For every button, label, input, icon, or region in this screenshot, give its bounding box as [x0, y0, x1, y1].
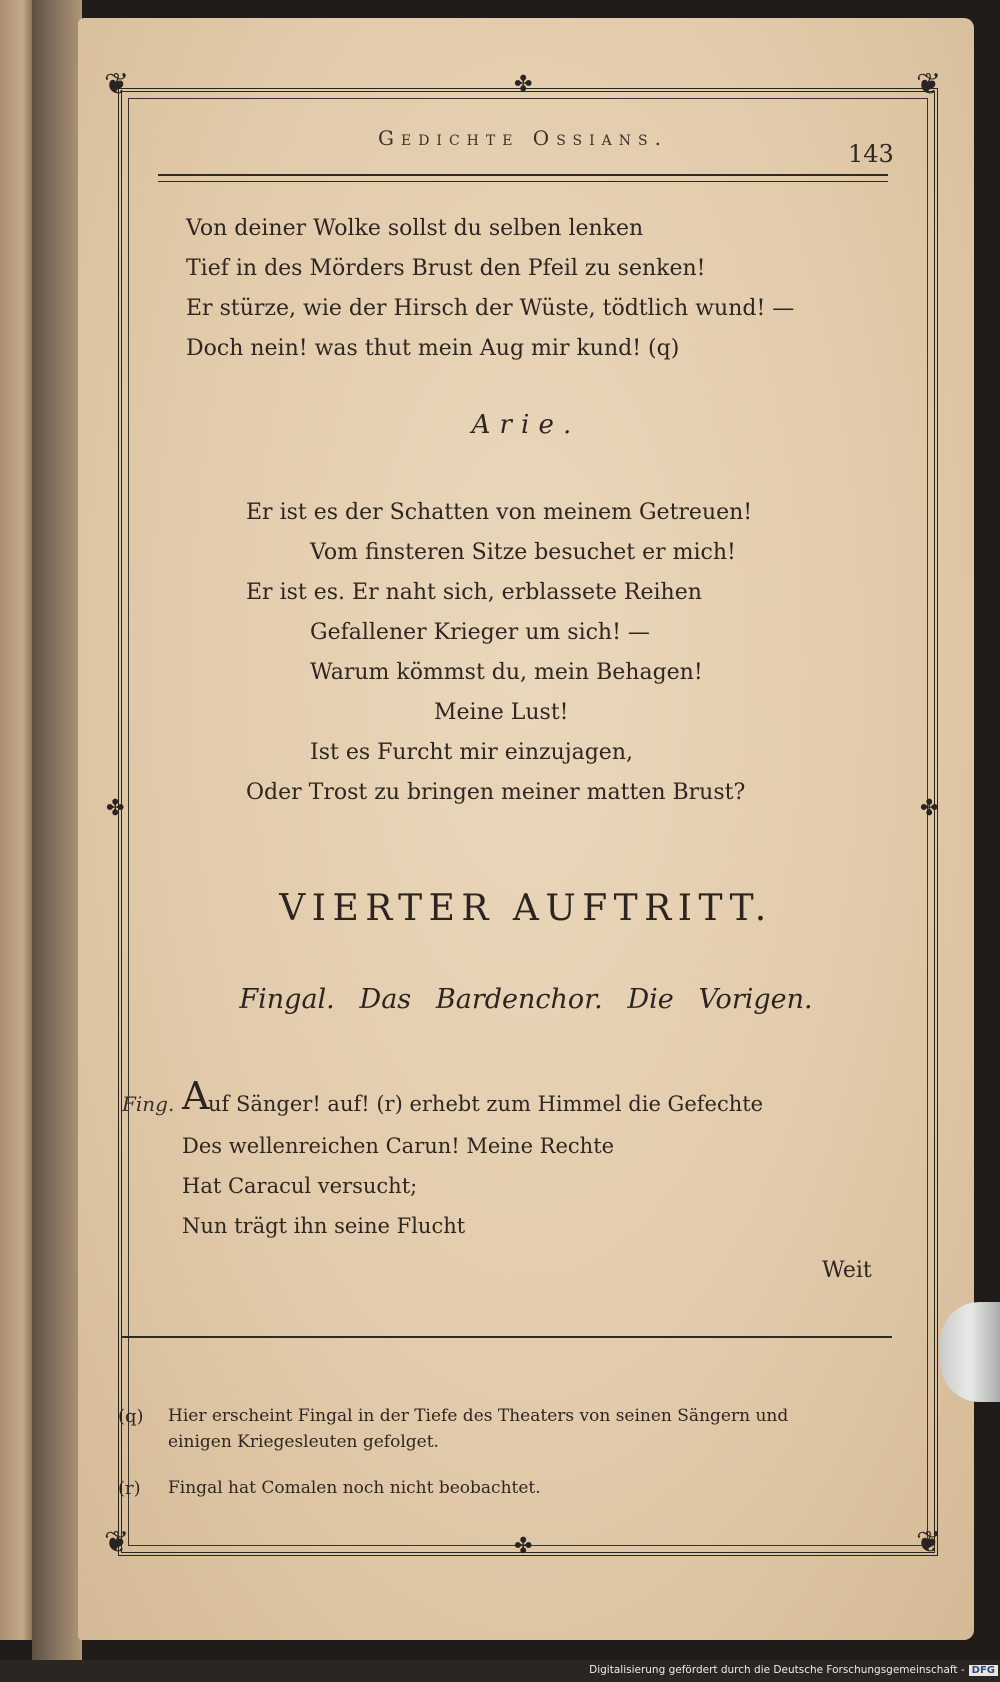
- corner-ornament-bottom-right: ❦: [916, 1525, 942, 1560]
- dialogue-line: Hat Caracul versucht;: [182, 1174, 418, 1198]
- footnote-text: Fingal hat Comalen noch nicht beobachtet.: [168, 1478, 541, 1498]
- footnote-text: einigen Kriegesleuten gefolget.: [168, 1432, 439, 1452]
- scene-characters: Fingal. Das Bardenchor. Die Vorigen.: [239, 984, 813, 1015]
- dialogue-line: Des wellenreichen Carun! Meine Rechte: [182, 1134, 615, 1158]
- verse-line: Er stürze, wie der Hirsch der Wüste, tödtlich wund! —: [186, 296, 795, 321]
- corner-ornament-top-right: ❦: [916, 67, 942, 102]
- dialogue-line: Nun trägt ihn seine Flucht: [182, 1214, 466, 1238]
- footnote-text: Hier erscheint Fingal in der Tiefe des Theaters von seinen Sängern und: [168, 1406, 789, 1426]
- corner-ornament-top-left: ❦: [104, 67, 130, 102]
- top-center-ornament: ✤: [514, 72, 533, 97]
- left-middle-ornament: ✤: [106, 796, 125, 821]
- book-gutter: [32, 0, 82, 1660]
- verse-line: Von deiner Wolke sollst du selben lenken: [186, 216, 644, 241]
- page-clip-tab: [940, 1302, 1000, 1402]
- verse-line: Doch nein! was thut mein Aug mir kund! (q): [186, 336, 680, 361]
- facing-page-edge: [0, 0, 32, 1640]
- right-middle-ornament: ✤: [920, 796, 939, 821]
- drop-cap: A: [182, 1074, 210, 1118]
- scene-title: VIERTER AUFTRITT.: [279, 888, 773, 929]
- dfg-logo: DFG: [969, 1665, 998, 1676]
- arie-line: Er ist es. Er naht sich, erblassete Reihen: [246, 580, 702, 605]
- digitization-credit: [560, 1664, 998, 1676]
- arie-line: Er ist es der Schatten von meinem Getreuen!: [246, 500, 753, 525]
- book-page: [78, 18, 974, 1640]
- header-rule: [158, 174, 888, 182]
- arie-line: Gefallener Krieger um sich! —: [310, 620, 650, 645]
- footnote-rule: [122, 1336, 892, 1338]
- footnote-mark: (q): [118, 1406, 144, 1427]
- arie-line: Ist es Furcht mir einzujagen,: [310, 740, 633, 765]
- dialogue-line: uf Sänger! auf! (r) erhebt zum Himmel die Gefechte: [208, 1092, 764, 1116]
- running-title: Gedichte Ossians.: [378, 126, 668, 150]
- verse-line: Tief in des Mörders Brust den Pfeil zu senken!: [186, 256, 706, 281]
- arie-line: Oder Trost zu bringen meiner matten Brust?: [246, 780, 746, 805]
- speaker-label: Fing.: [122, 1092, 175, 1116]
- arie-line: Meine Lust!: [434, 700, 569, 725]
- page-number: 143: [848, 140, 894, 168]
- footnote-mark: (r): [118, 1478, 141, 1499]
- catchword: Weit: [822, 1258, 872, 1283]
- arie-line: Warum kömmst du, mein Behagen!: [310, 660, 703, 685]
- corner-ornament-bottom-left: ❦: [104, 1525, 130, 1560]
- arie-line: Vom finsteren Sitze besuchet er mich!: [310, 540, 736, 565]
- arie-heading: Arie.: [471, 410, 581, 440]
- credit-text: Digitalisierung gefördert durch die Deutsche Forschungsgemeinschaft -: [589, 1664, 965, 1676]
- bottom-center-ornament: ✤: [514, 1534, 533, 1559]
